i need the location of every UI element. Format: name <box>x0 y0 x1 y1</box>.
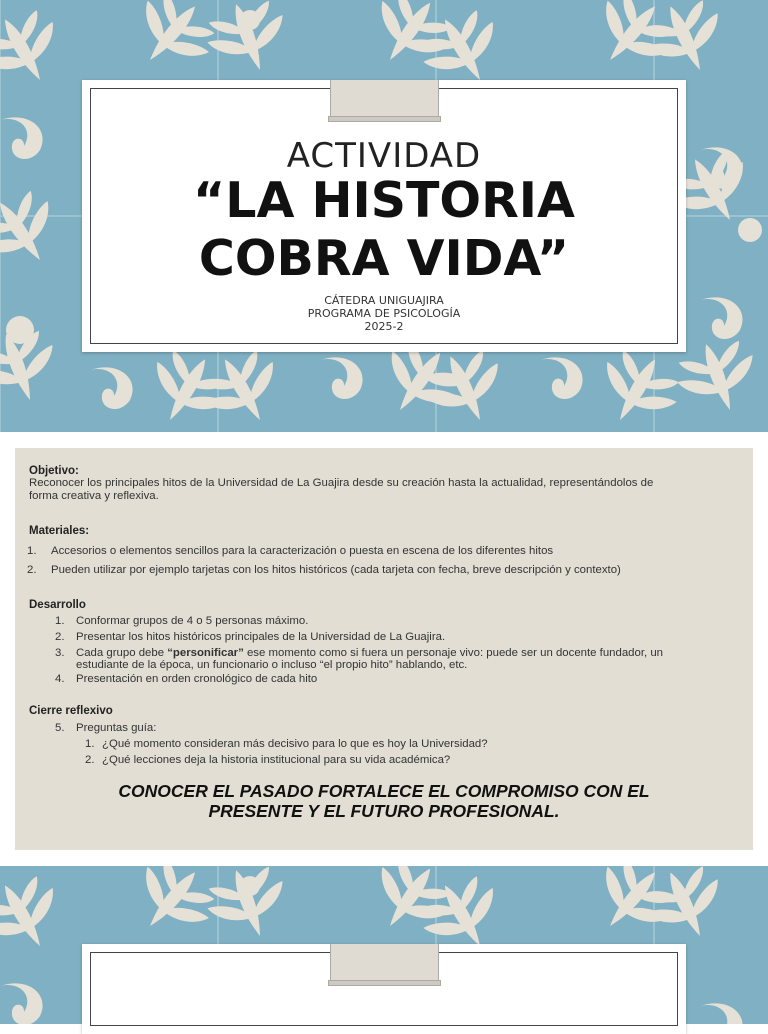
subtitle <box>82 294 686 333</box>
desarrollo-item-3-bold: “personificar” <box>167 647 244 659</box>
cierre-title: Cierre reflexivo <box>29 705 113 717</box>
pregunta-2: ¿Qué lecciones deja la historia institucional para su vida académica? <box>102 754 451 766</box>
main-title <box>82 172 686 288</box>
closing-line-2: PRESENTE Y EL FUTURO PROFESIONAL. <box>208 801 560 821</box>
cierre-text: Preguntas guía: <box>76 722 157 734</box>
objetivo-title: Objetivo: <box>29 465 79 477</box>
title-card <box>82 80 686 352</box>
desarrollo-title: Desarrollo <box>29 599 86 611</box>
objetivo-text-2: forma creativa y reflexiva. <box>29 490 159 502</box>
subtitle-catedra: CÁTEDRA UNIGUAJIRA <box>324 294 444 307</box>
desarrollo-item-3-pre: Cada grupo debe <box>76 647 168 659</box>
objetivo-text-1: Reconocer los principales hitos de la Universidad de La Guajira desde su creación hasta la actualidad, representándolos de <box>29 477 654 489</box>
card-tab-2 <box>330 944 439 985</box>
materiales-title: Materiales: <box>29 525 90 537</box>
main-title-line-1: “LA HISTORIA <box>193 172 575 229</box>
next-slide-card <box>82 944 686 1034</box>
subtitle-programa: PROGRAMA DE PSICOLOGÍA <box>307 307 461 320</box>
desarrollo-item-2: Presentar los hitos históricos principales de la Universidad de La Guajira. <box>76 631 446 643</box>
slide-2-content <box>15 448 753 850</box>
desarrollo-item-4: Presentación en orden cronológico de cada hito <box>76 673 318 685</box>
desarrollo-item-3-line2: estudiante de la época, un funcionario o incluso “el propio hito” hablando, etc. <box>76 659 468 671</box>
materiales-item-1: Accesorios o elementos sencillos para la caracterización o puesta en escena de los diferentes hitos <box>51 545 554 557</box>
desarrollo-num-3: 3. <box>55 647 65 659</box>
desarrollo-num-2: 2. <box>55 631 65 643</box>
materiales-num-2: 2. <box>27 564 37 576</box>
card-tab <box>330 80 439 121</box>
subtitle-period: 2025-2 <box>364 320 404 333</box>
desarrollo-num-1: 1. <box>55 615 65 627</box>
cierre-num: 5. <box>55 722 65 734</box>
materiales-num-1: 1. <box>27 545 37 557</box>
pregunta-num-2: 2. <box>85 754 95 766</box>
desarrollo-num-4: 4. <box>55 673 65 685</box>
main-title-line-2: COBRA VIDA” <box>198 230 570 287</box>
closing-line-1: CONOCER EL PASADO FORTALECE EL COMPROMISO CON EL <box>118 781 650 801</box>
desarrollo-item-1: Conformar grupos de 4 o 5 personas máximo. <box>76 615 309 627</box>
pregunta-num-1: 1. <box>85 738 95 750</box>
desarrollo-item-3-post: ese momento como si fuera un personaje vivo: puede ser un docente fundador, un <box>243 647 663 659</box>
title-activity: ACTIVIDAD <box>286 136 482 176</box>
closing-statement <box>15 781 753 821</box>
pregunta-1: ¿Qué momento consideran más decisivo para lo que es hoy la Universidad? <box>102 738 488 750</box>
materiales-item-2: Pueden utilizar por ejemplo tarjetas con los hitos históricos (cada tarjeta con fecha, breve descripción y contexto) <box>51 564 621 576</box>
